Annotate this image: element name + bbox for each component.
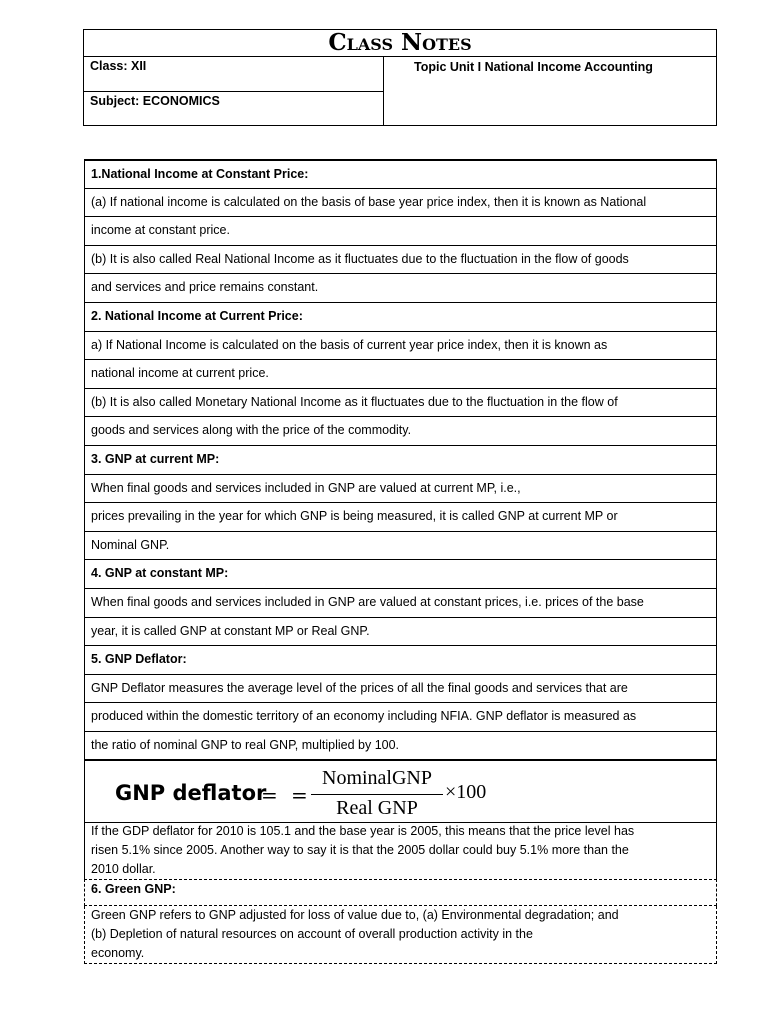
page-title: Class Notes [84,30,716,57]
note-line: (b) It is also called Monetary National Income as it fluctuates due to the fluctuation in the flow of [84,388,717,417]
note-line: (a) If national income is calculated on the basis of base year price index, then it is known as National [84,188,717,217]
note-line: (b) It is also called Real National Income as it fluctuates due to the fluctuation in the flow of goods [84,245,717,274]
formula-denominator: Real GNP [336,797,418,819]
note-line: GNP Deflator measures the average level of the prices of all the final goods and services that are [84,674,717,703]
note-line: When final goods and services included in GNP are valued at constant prices, i.e. prices of the base [84,588,717,617]
formula-equals: = [291,783,308,807]
green-gnp-description [84,906,717,964]
formula-numerator: NominalGNP [322,767,432,789]
note-line: Nominal GNP. [84,531,717,560]
note-line: When final goods and services included in GNP are valued at current MP, i.e., [84,474,717,503]
section-heading: 1.National Income at Constant Price: [84,159,717,188]
subject-label: Subject: ECONOMICS [90,94,220,108]
note-line: goods and services along with the price of the commodity. [84,416,717,445]
header-left-column [84,57,384,125]
note-line: national income at current price. [84,359,717,388]
notes-table [84,159,717,759]
note-line: income at constant price. [84,216,717,245]
note-line: produced within the domestic territory of an economy including NFIA. GNP deflator is measured as [84,702,717,731]
note-line: (b) Depletion of natural resources on account of overall production activity in the [91,927,533,941]
note-line: economy. [91,946,145,960]
formula-multiplier: ×100 [445,781,487,803]
formula-equals: = [261,783,278,807]
deflator-example [84,822,717,879]
topic-label: Topic Unit I National Income Accounting [414,60,653,74]
section-heading: 4. GNP at constant MP: [84,559,717,588]
note-line: the ratio of nominal GNP to real GNP, multiplied by 100. [84,731,717,760]
class-label: Class: XII [84,57,383,92]
note-line: Green GNP refers to GNP adjusted for loss of value due to, (a) Environmental degradation; and [91,908,619,922]
gnp-deflator-formula [84,759,717,823]
fraction-bar [311,794,443,795]
example-line: If the GDP deflator for 2010 is 105.1 and the base year is 2005, this means that the price level has [91,824,635,838]
section-heading: 5. GNP Deflator: [84,645,717,674]
note-line: and services and price remains constant. [84,273,717,302]
class-notes-header [83,29,717,126]
section-heading: 2. National Income at Current Price: [84,302,717,331]
section-heading: 3. GNP at current MP: [84,445,717,474]
section-heading: 6. Green GNP: [84,879,717,906]
example-line: 2010 dollar. [91,862,156,876]
note-line: prices prevailing in the year for which GNP is being measured, it is called GNP at current MP or [84,502,717,531]
example-line: risen 5.1% since 2005. Another way to say it is that the 2005 dollar could buy 5.1% more than the [91,843,629,857]
formula-lhs: GNP deflator [115,781,267,805]
note-line: year, it is called GNP at constant MP or Real GNP. [84,617,717,646]
note-line: a) If National Income is calculated on the basis of current year price index, then it is known as [84,331,717,360]
